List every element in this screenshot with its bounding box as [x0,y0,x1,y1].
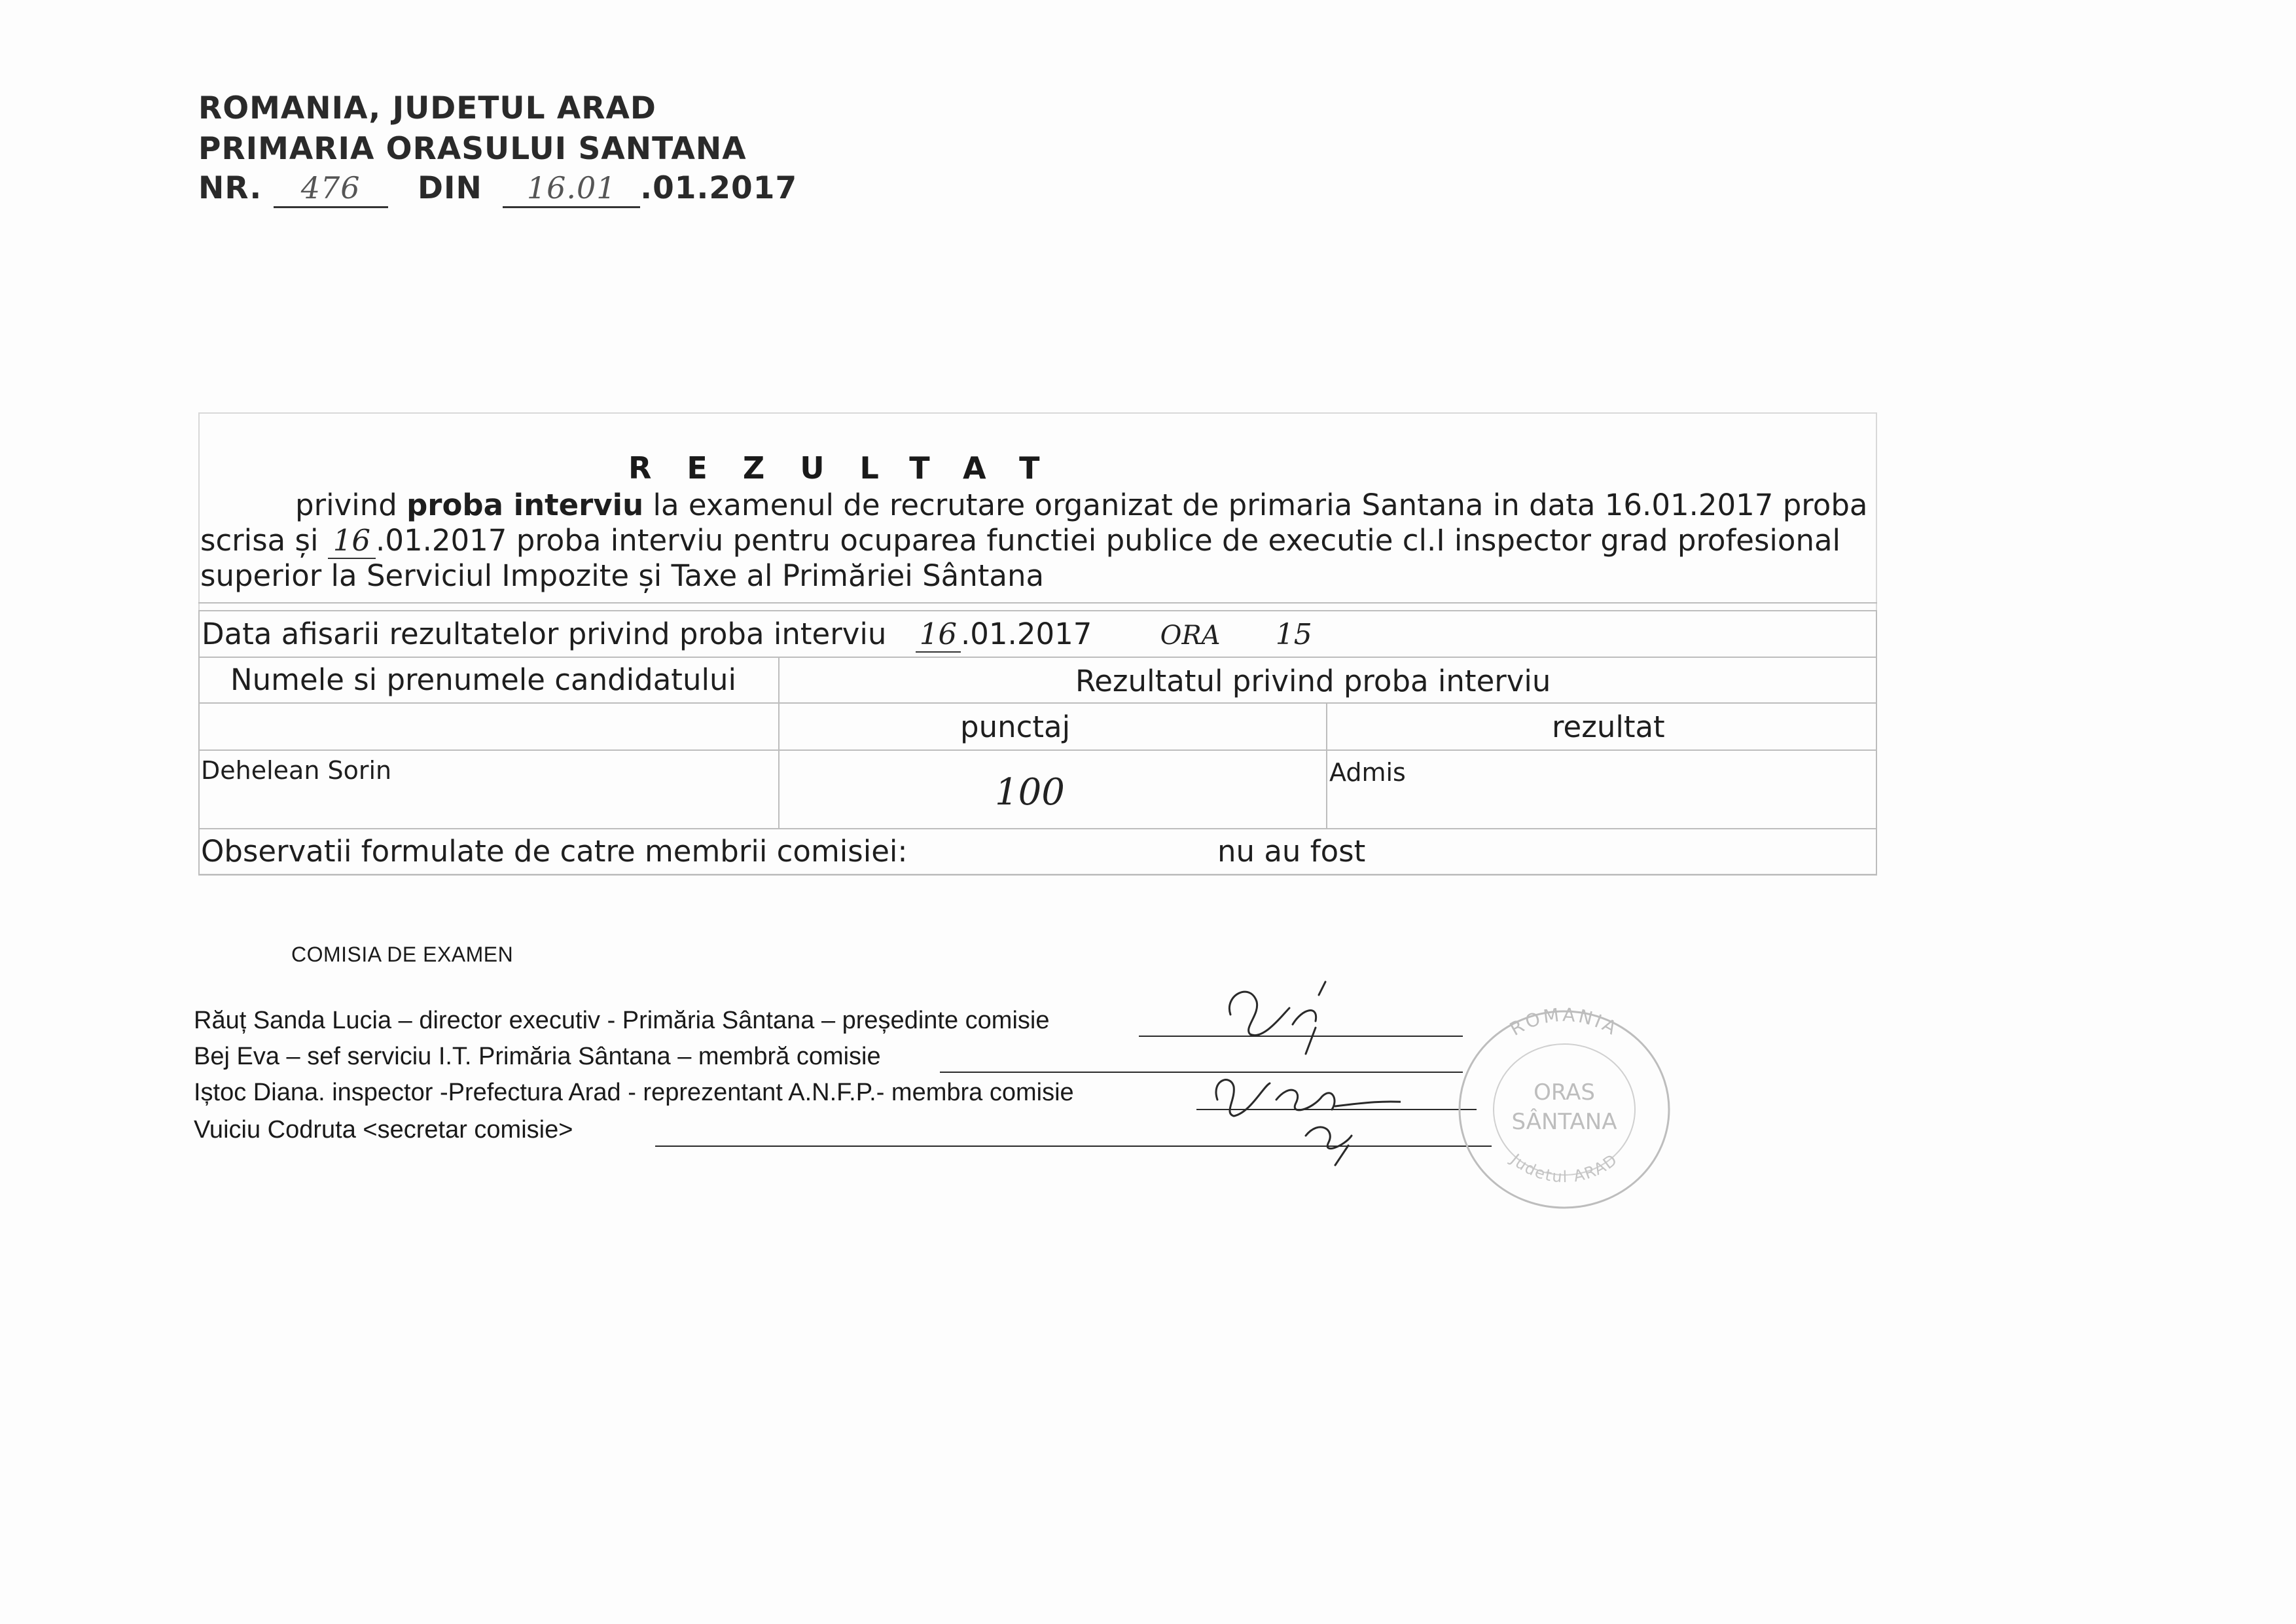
display-date-label: Data afisarii rezultatelor privind proba interviu [202,617,887,651]
commission-member-4: Vuiciu Codruta <secretar comisie> [194,1116,573,1144]
official-stamp [1450,1001,1679,1218]
stamp-middle-1: ORAS [1534,1079,1595,1106]
handwritten-signatures [1204,969,1401,1172]
candidate-name-cell: Dehelean Sorin [201,756,392,785]
display-handwritten-day: 16 [916,617,961,653]
intro-handwritten-day: 16 [328,523,376,559]
year-suffix: .01.2017 [640,170,798,206]
stamp-bottom-text: Judetul ARAD [1507,1149,1622,1187]
institution-line-2: PRIMARIA ORASULUI SANTANA [198,131,747,167]
column-header-result-group: Rezultatul privind proba interviu [1075,664,1551,698]
column-header-score: punctaj [960,710,1071,744]
commission-member-1: Răuț Sanda Lucia – director executiv - Primăria Sântana – președinte comisie [194,1007,1050,1034]
nr-handwritten-value: 476 [300,170,361,206]
din-handwritten-value: 16.01 [526,170,617,206]
svg-text:ROMANIA [1506,1004,1623,1041]
din-label: DIN [418,170,482,206]
stamp-top-text: ROMANIA [1506,1003,1623,1041]
display-date-suffix: .01.2017 [960,617,1092,651]
column-header-candidate: Numele si prenumele candidatului [230,662,736,697]
nr-label: NR. [198,170,262,206]
result-cell: Admis [1329,758,1406,787]
commission-member-3: Iștoc Diana. inspector -Prefectura Arad - reprezentant A.N.F.P.- membra comisie [194,1079,1074,1106]
document-title: REZULTAT [628,450,1075,486]
intro-bold-phrase: proba interviu [406,488,644,522]
commission-member-2: Bej Eva – sef serviciu I.T. Primăria Sântana – membră comisie [194,1043,881,1070]
intro-paragraph: privind proba interviu la examenul de recrutare organizat de primaria Santana in data 16.01.2017 proba scrisa și 16 .01.2017 proba interviu pentru ocuparea functiei publice de executie cl.I inspector grad profesional superior la Serviciul Impozite și Taxe al Primăriei Sântana [200,488,1868,593]
commission-title: COMISIA DE EXAMEN [291,943,514,966]
score-cell-handwritten: 100 [995,771,1065,814]
observations-value: nu au fost [1217,834,1366,869]
display-handwritten-hour: 15 [1275,618,1312,651]
column-header-result: rezultat [1552,710,1665,744]
display-handwritten-ora: ORA [1160,621,1221,651]
stamp-middle-2: SÂNTANA [1511,1109,1617,1135]
observations-label: Observatii formulate de catre membrii comisiei: [201,834,908,869]
registration-line [198,170,797,208]
display-date-row [202,617,1312,651]
institution-line-1: ROMANIA, JUDETUL ARAD [198,90,656,126]
svg-text:Judetul ARAD [1506,1149,1621,1186]
